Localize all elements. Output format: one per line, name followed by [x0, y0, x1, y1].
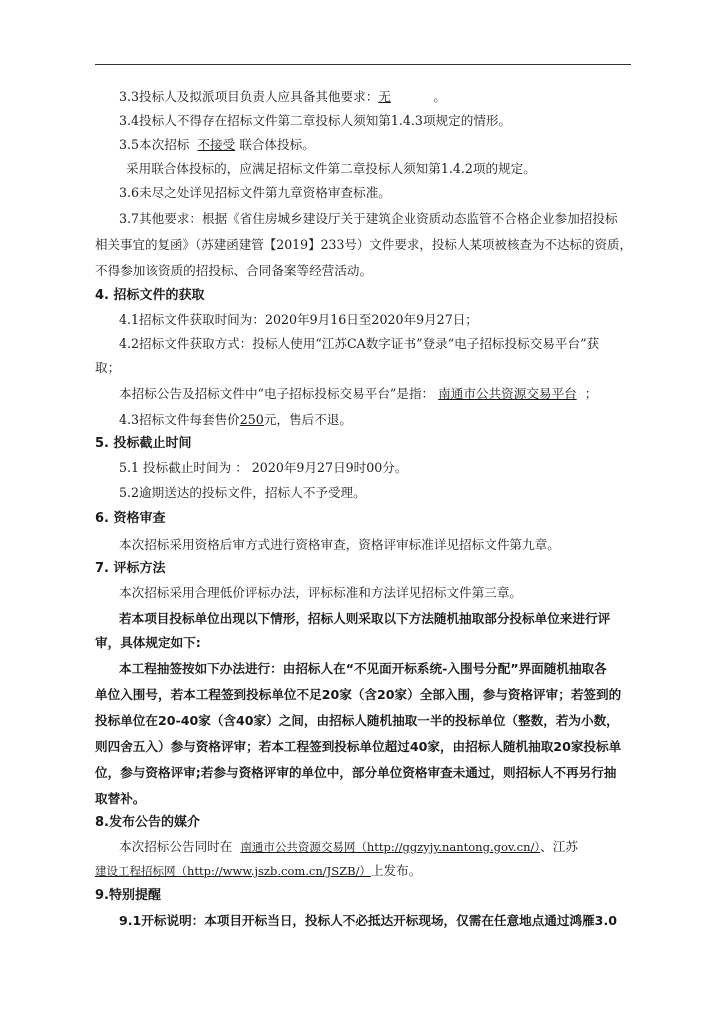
clause-3-3 — [119, 88, 446, 106]
bold-para-2-line-6: 取替补。 — [95, 791, 146, 806]
section-8-heading: 8.发布公告的媒介 — [95, 815, 200, 830]
clause-8-line-2 — [95, 862, 421, 880]
clause-7: 本次招标采用合理低价评标办法，评标标准和方法详见招标文件第三章。 — [119, 585, 522, 600]
platform-value: 南通市公共资源交易平台 — [438, 386, 577, 401]
clause-9-1: 9.1开标说明：本项目开标当日，投标人不必抵达开标现场，仅需在任意地点通过鸿雁3.0 — [119, 913, 617, 928]
bold-para-1-line-2: 审，具体规定如下: — [95, 635, 201, 650]
clause-4-2-line-1: 4.2招标文件获取方式：投标人使用“江苏CA数字证书”登录“电子招标投标交易平台”获 — [119, 336, 600, 351]
clause-4-3-suffix: 元，售后不退。 — [263, 412, 352, 427]
section-4-heading: 4. 招标文件的获取 — [95, 288, 205, 303]
clause-3-7-line-1: 3.7其他要求：根据《省住房城乡建设厅关于建筑企业资质动态监管不合格企业参加招投标 — [119, 211, 618, 226]
clause-4-3-text: 4.3招标文件每套售价 — [119, 412, 240, 427]
clause-3-3-value: 无 — [378, 89, 391, 104]
section-7-heading: 7. 评标方法 — [95, 561, 166, 576]
clause-8-mid: 、江苏 — [540, 839, 578, 854]
clause-3-3-text: 3.3投标人及拟派项目负责人应具备其他要求： — [119, 89, 379, 104]
platform-text: 本招标公告及招标文件中“电子招标投标交易平台”是指： — [119, 386, 435, 401]
clause-6: 本次招标采用资格后审方式进行资格审查，资格评审标准详见招标文件第九章。 — [119, 537, 560, 552]
clause-3-7-line-3: 不得参加该资质的招投标、合同备案等经营活动。 — [95, 263, 373, 278]
site-link-jszb: 建设工程招标网（http://www.jszb.com.cn/JSZB/） — [95, 864, 371, 878]
section-9-heading: 9.特别提醒 — [95, 888, 161, 903]
clause-4-2-platform — [119, 385, 597, 403]
clause-3-5-note: 采用联合体投标的，应满足招标文件第二章投标人须知第1.4.2项的规定。 — [126, 161, 536, 176]
clause-8-text: 本次招标公告同时在 — [119, 839, 233, 854]
platform-suffix: ； — [584, 386, 598, 401]
bold-para-2-line-5: 位，参与资格评审;若参与资格评审的单位中，部分单位资格审查未通过，则招标人不再另行抽 — [95, 765, 617, 780]
bold-para-2-line-3: 投标单位在20-40家（含40家）之间，由招标人随机抽取一半的投标单位（整数，若为小数， — [95, 713, 619, 728]
bold-para-2-line-4: 则四舍五入）参与资格评审；若本工程签到投标单位超过40家，由招标人随机抽取20家投标单 — [95, 739, 622, 754]
clause-3-7-line-2: 相关事宜的复函》（苏建函建管【2019】233号）文件要求，投标人某项被核查为不达标的资质， — [95, 237, 632, 252]
clause-5-2: 5.2逾期送达的投标文件，招标人不予受理。 — [119, 485, 366, 500]
clause-3-6: 3.6未尽之处详见招标文件第九章资格审查标准。 — [119, 185, 391, 200]
clause-3-5-text: 3.5本次招标 — [119, 137, 190, 152]
clause-3-3-suffix: 。 — [433, 89, 446, 104]
clause-3-5-suffix: 联合体投标。 — [239, 137, 315, 152]
bold-para-1-line-1: 若本项目投标单位出现以下情形，招标人则采取以下方法随机抽取部分投标单位来进行评 — [119, 611, 611, 626]
clause-8-line-1 — [119, 838, 578, 856]
clause-4-1: 4.1招标文件获取时间为：2020年9月16日至2020年9月27日； — [119, 312, 478, 327]
clause-5-1: 5.1 投标截止时间为 ： 2020年9月27日9时00分。 — [119, 460, 408, 475]
clause-3-4: 3.4投标人不得存在招标文件第二章投标人须知第1.4.3项规定的情形。 — [119, 113, 512, 128]
clause-4-3-price: 250 — [239, 412, 264, 427]
site-link-nantong: 南通市公共资源交易网（http://ggzyjy.nantong.gov.cn/） — [240, 840, 541, 854]
clause-3-5-value: 不接受 — [197, 137, 236, 152]
bold-para-2-line-1: 本工程抽签按如下办法进行：由招标人在“不见面开标系统-入围号分配”界面随机抽取各 — [119, 661, 607, 676]
section-5-heading: 5. 投标截止时间 — [95, 436, 192, 451]
clause-4-3 — [119, 411, 352, 429]
clause-3-5 — [119, 136, 315, 154]
section-6-heading: 6. 资格审查 — [95, 511, 166, 526]
bold-para-2-line-2: 单位入围号，若本工程签到投标单位不足20家（含20家）全部入围，参与资格评审；若签到的 — [95, 687, 622, 702]
header-rule — [95, 64, 631, 65]
clause-8-suffix: 上发布。 — [370, 863, 422, 878]
clause-4-2-line-2: 取； — [95, 360, 121, 375]
